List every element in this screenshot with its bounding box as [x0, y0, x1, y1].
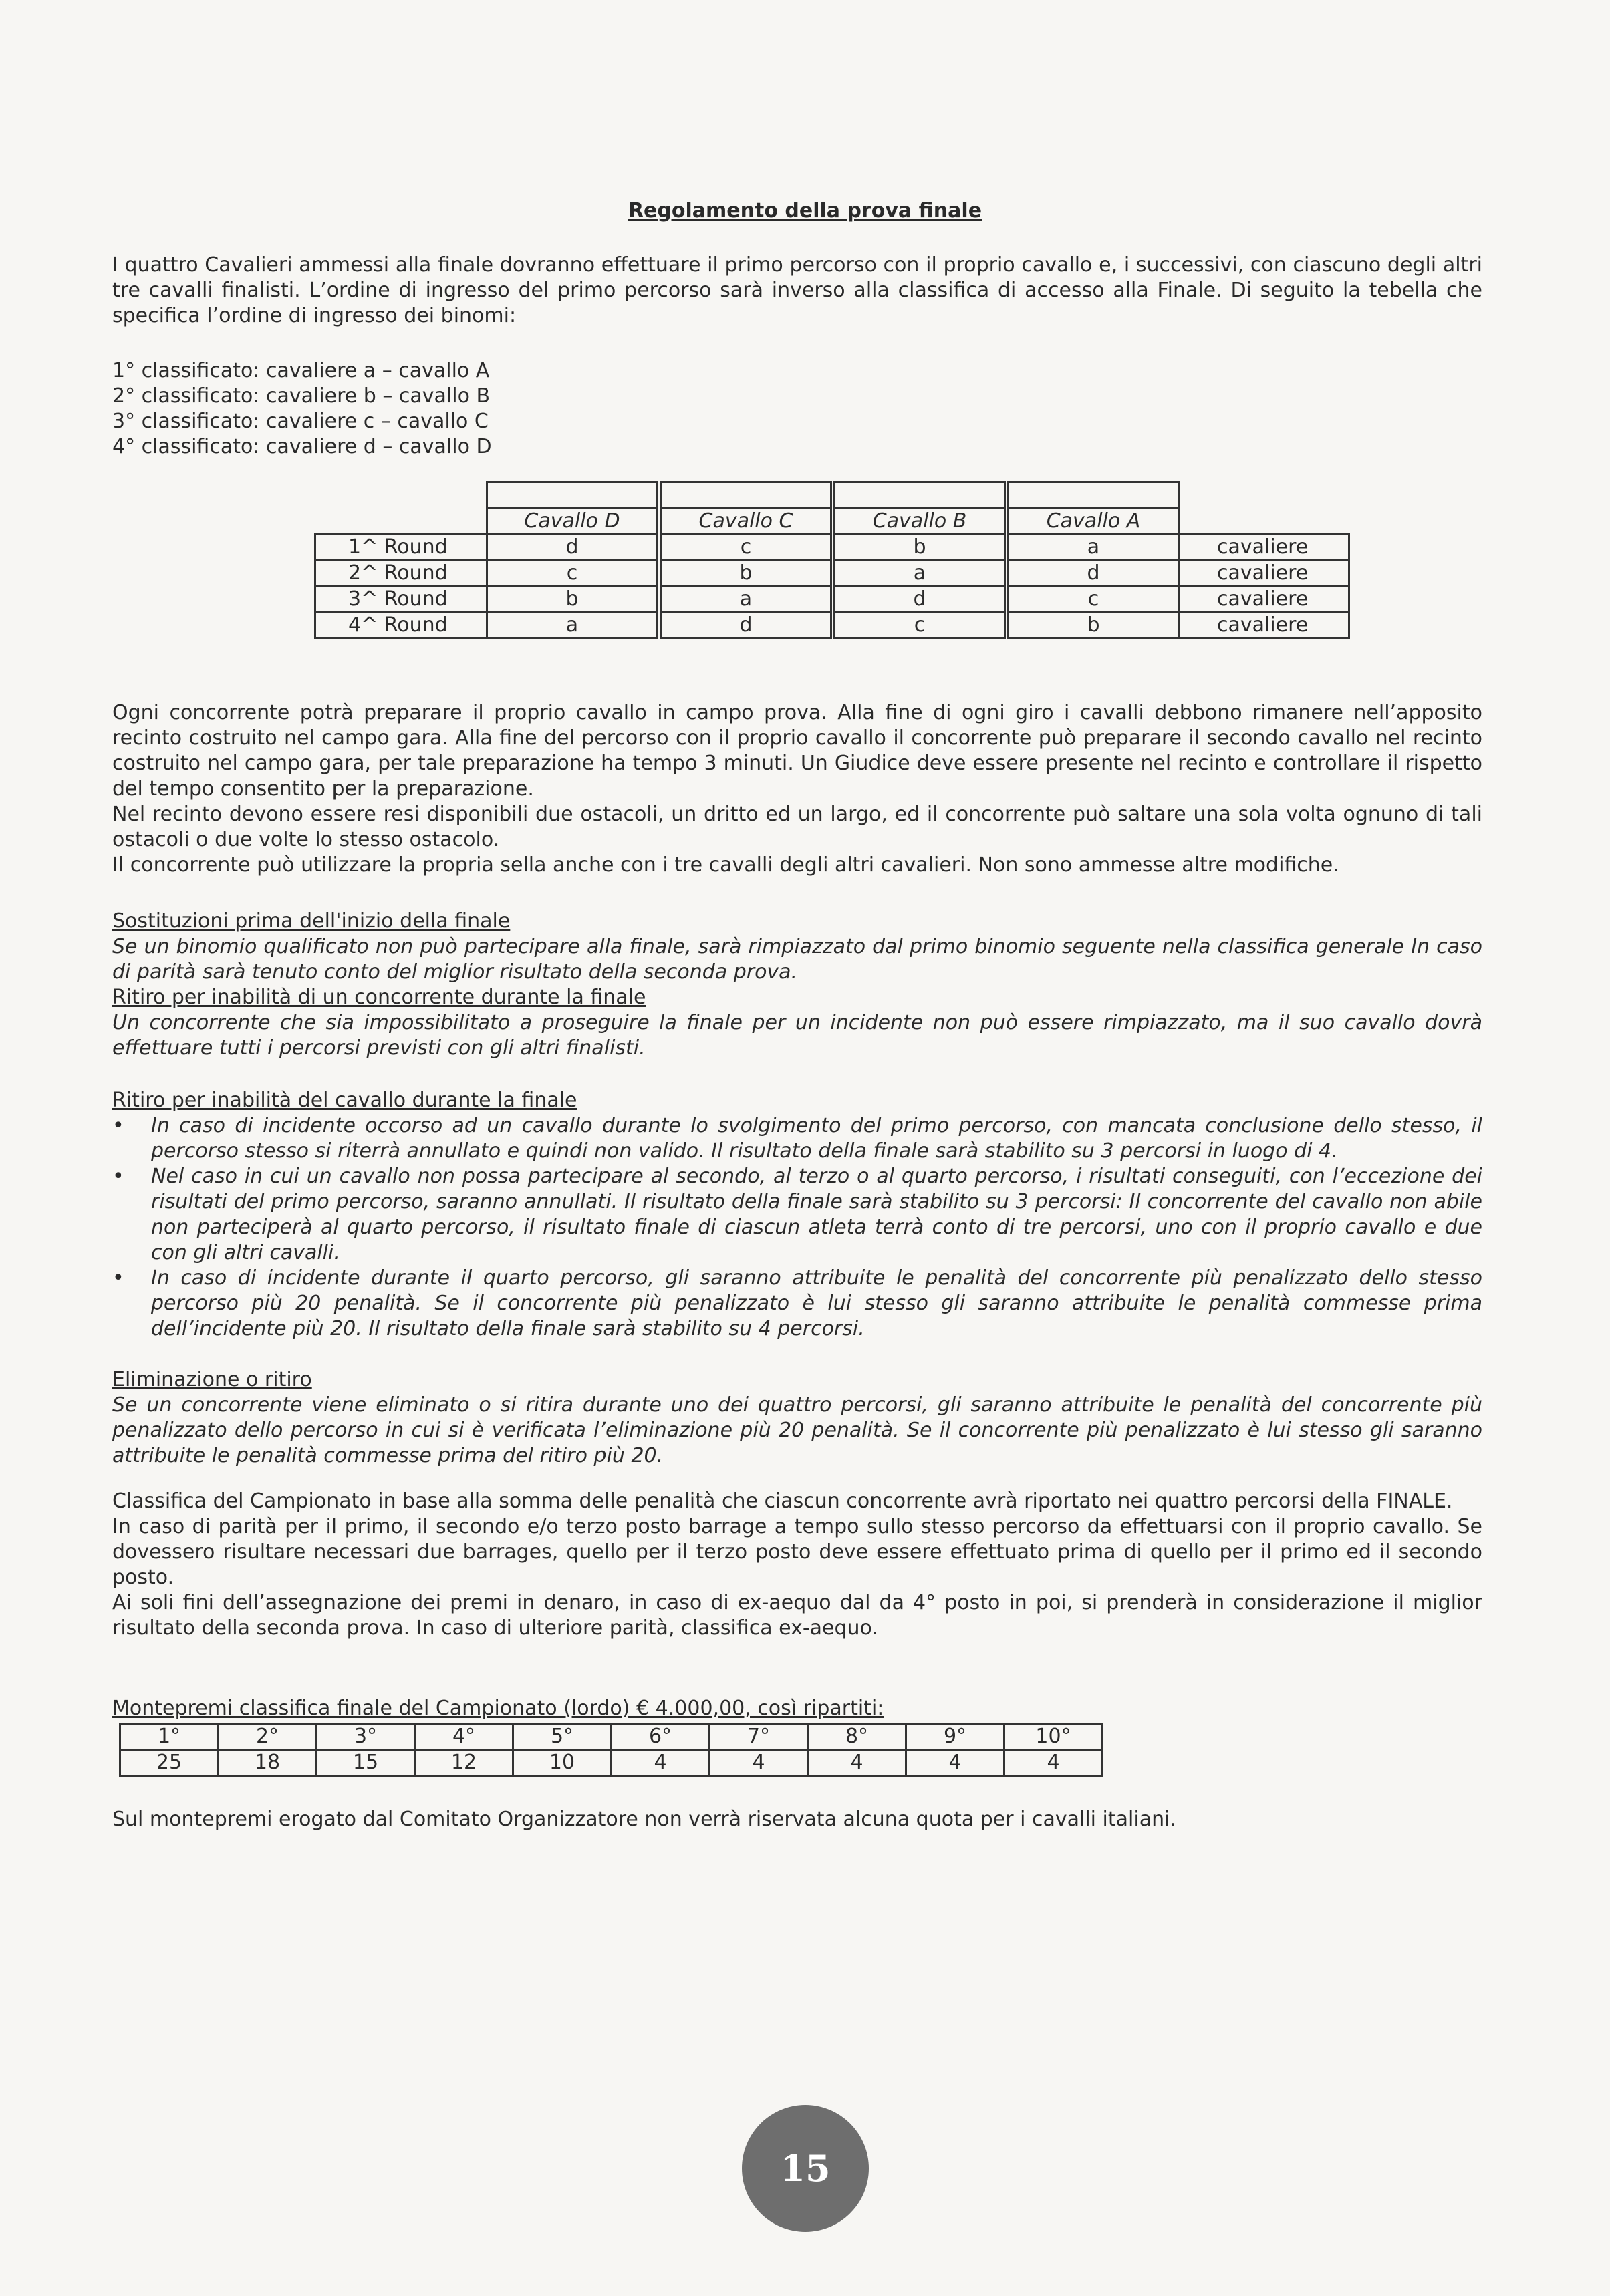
round-cell: a [487, 613, 660, 639]
round-cell: c [1007, 587, 1179, 613]
list-item [112, 1164, 1482, 1266]
table-row [315, 613, 1349, 639]
round-cell: c [833, 613, 1007, 639]
round-cell: d [487, 535, 660, 561]
ritiro-cavallo-item-1: In caso di incidente occorso ad un cavallo durante lo svolgimento del primo percorso, con mancata conclusione dello stesso, il percorso stesso si riterrà annullato e quindi non valido. Il risultato della finale sarà stabilito su 3 percorsi in luogo di 4. [151, 1114, 1482, 1163]
ranking-1: 1° classificato: cavaliere a – cavallo A [112, 359, 490, 382]
prize-place: 7° [710, 1724, 808, 1750]
header-cavallo-c: Cavallo C [659, 509, 833, 535]
classifica-text-1: Classifica del Campionato in base alla somma delle penalità che ciascun concorrente avrà riportato nei quattro percorsi della FINALE. [112, 1489, 1453, 1513]
prize-place: 2° [219, 1724, 317, 1750]
round-cell: a [1007, 535, 1179, 561]
prize-place: 9° [906, 1724, 1004, 1750]
rounds-top-row [315, 482, 1349, 509]
header-cavallo-b: Cavallo B [833, 509, 1007, 535]
sostituzioni-text: Se un binomio qualificato non può partecipare alla finale, sarà rimpiazzato dal primo binomio seguente nella classifica generale In caso di parità sarà tenuto conto del miglior risultato della seconda prova. [112, 935, 1482, 984]
prize-value: 12 [415, 1750, 513, 1776]
cavaliere-cell: cavaliere [1179, 613, 1349, 639]
round-label: 3^ Round [315, 587, 487, 613]
prize-value: 4 [612, 1750, 710, 1776]
round-cell: a [833, 561, 1007, 587]
cavaliere-cell: cavaliere [1179, 587, 1349, 613]
round-label: 2^ Round [315, 561, 487, 587]
prize-places-row [120, 1724, 1103, 1750]
list-item [112, 1266, 1482, 1342]
prize-place: 4° [415, 1724, 513, 1750]
round-cell: d [833, 587, 1007, 613]
bullet-icon: • [112, 1114, 124, 1137]
list-item [112, 1113, 1482, 1164]
ritiro-cavallo-heading: Ritiro per inabilità del cavallo durante la finale [112, 1089, 577, 1112]
round-cell: b [833, 535, 1007, 561]
rankings-list [112, 358, 1482, 460]
page-number-badge: 15 [742, 2105, 869, 2232]
prize-value: 10 [513, 1750, 612, 1776]
prize-value: 4 [808, 1750, 906, 1776]
round-label: 1^ Round [315, 535, 487, 561]
eliminazione-text: Se un concorrente viene eliminato o si ritira durante uno dei quattro percorsi, gli saranno attribuite le penalità del concorrente più penalizzato dello percorso in cui si è verificata l’eliminazione più 20 penalità. Se il concorrente più penalizzato è lui stesso gli saranno attribuite le penalità commesse prima del ritiro più 20. [112, 1393, 1482, 1467]
round-cell: b [659, 561, 833, 587]
sostituzioni-section [112, 909, 1482, 1061]
prize-value: 4 [906, 1750, 1004, 1776]
prize-place: 1° [120, 1724, 219, 1750]
prize-place: 6° [612, 1724, 710, 1750]
bullet-icon: • [112, 1266, 124, 1290]
prize-place: 10° [1004, 1724, 1103, 1750]
prize-value: 4 [710, 1750, 808, 1776]
prize-value: 25 [120, 1750, 219, 1776]
cavaliere-cell: cavaliere [1179, 535, 1349, 561]
ritiro-cavallo-item-3: In caso di incidente durante il quarto percorso, gli saranno attribuite le penalità del concorrente più penalizzato dello stesso percorso più 20 penalità. Se il concorrente più penalizzato è lui stesso gli saranno attribuite le penalità commesse prima dell’incidente più 20. Il risultato della finale sarà stabilito su 4 percorsi. [151, 1266, 1482, 1340]
ranking-4: 4° classificato: cavaliere d – cavallo D [112, 435, 492, 458]
rounds-table [314, 481, 1350, 639]
ritiro-cavallo-item-2: Nel caso in cui un cavallo non possa partecipare al secondo, al terzo o al quarto percorso, i risultati conseguiti, con l’eccezione dei risultati del primo percorso, saranno annullati. Il risultato della finale sarà stabilito su 3 percorsi: Il concorrente del cavallo non abile non parteciperà al quarto percorso, il risultato finale di ciascun atleta terrà conto di tre percorsi, uno con il proprio cavallo e due con gli altri cavalli. [151, 1165, 1482, 1264]
prep-text-3: Il concorrente può utilizzare la propria sella anche con i tre cavalli degli altri cavalieri. Non sono ammesse altre modifiche. [112, 853, 1339, 877]
montepremi-heading-wrap [112, 1696, 1482, 1721]
prize-value: 4 [1004, 1750, 1103, 1776]
header-cavallo-a: Cavallo A [1007, 509, 1179, 535]
classifica-text-3: Ai soli fini dell’assegnazione dei premi in denaro, in caso di ex-aequo dal da 4° posto in poi, si prenderà in considerazione il miglior risultato della seconda prova. In caso di ulteriore parità, classifica ex-aequo. [112, 1591, 1482, 1640]
cavaliere-cell: cavaliere [1179, 561, 1349, 587]
round-cell: b [1007, 613, 1179, 639]
preparation-section [112, 700, 1482, 878]
round-cell: d [1007, 561, 1179, 587]
prize-value: 18 [219, 1750, 317, 1776]
intro-paragraph [112, 253, 1482, 329]
montepremi-heading: Montepremi classifica finale del Campionato (lordo) € 4.000,00, così ripartiti: [112, 1697, 884, 1720]
footer-note-wrap [112, 1807, 1482, 1832]
sostituzioni-heading: Sostituzioni prima dell'inizio della finale [112, 909, 511, 933]
round-cell: c [487, 561, 660, 587]
round-cell: c [659, 535, 833, 561]
prize-table [119, 1723, 1103, 1777]
eliminazione-section [112, 1367, 1482, 1469]
ranking-3: 3° classificato: cavaliere c – cavallo C [112, 410, 489, 433]
classifica-section [112, 1489, 1482, 1641]
prize-place: 8° [808, 1724, 906, 1750]
round-cell: a [659, 587, 833, 613]
prize-place: 3° [317, 1724, 415, 1750]
prep-text-2: Nel recinto devono essere resi disponibili due ostacoli, un dritto ed un largo, ed il concorrente può saltare una sola volta ognuno di tali ostacoli o due volte lo stesso ostacolo. [112, 803, 1482, 851]
footer-note: Sul montepremi erogato dal Comitato Organizzatore non verrà riservata alcuna quota per i cavalli italiani. [112, 1808, 1176, 1831]
prize-place: 5° [513, 1724, 612, 1750]
table-row [315, 587, 1349, 613]
ritiro-cavallo-section [112, 1088, 1482, 1342]
table-row [315, 535, 1349, 561]
bullet-icon: • [112, 1165, 124, 1188]
rounds-header-row [315, 509, 1349, 535]
ritiro-concorrente-heading: Ritiro per inabilità di un concorrente durante la finale [112, 986, 646, 1009]
page-title: Regolamento della prova finale [628, 199, 982, 223]
ranking-2: 2° classificato: cavaliere b – cavallo B [112, 384, 491, 408]
eliminazione-heading: Eliminazione o ritiro [112, 1368, 312, 1391]
round-label: 4^ Round [315, 613, 487, 639]
table-row [315, 561, 1349, 587]
round-cell: b [487, 587, 660, 613]
prize-values-row [120, 1750, 1103, 1776]
ritiro-concorrente-text: Un concorrente che sia impossibilitato a proseguire la finale per un incidente non può essere rimpiazzato, ma il suo cavallo dovrà effettuare tutti i percorsi previsti con gli altri finalisti. [112, 1011, 1482, 1060]
classifica-text-2: In caso di parità per il primo, il secondo e/o terzo posto barrage a tempo sullo stesso percorso da effettuarsi con il proprio cavallo. Se dovessero risultare necessari due barrages, quello per il terzo posto deve essere effettuato prima di quello per il primo ed il secondo posto. [112, 1515, 1482, 1589]
intro-text: I quattro Cavalieri ammessi alla finale dovranno effettuare il primo percorso con il proprio cavallo e, i successivi, con ciascuno degli altri tre cavalli finalisti. L’ordine di ingresso del primo percorso sarà inverso alla classifica di accesso alla Finale. Di seguito la tebella che specifica l’ordine di ingresso dei binomi: [112, 253, 1482, 327]
prep-text-1: Ogni concorrente potrà preparare il proprio cavallo in campo prova. Alla fine di ogni giro i cavalli debbono rimanere nell’apposito recinto costruito nel campo gara. Alla fine del percorso con il proprio cavallo il concorrente può preparare il secondo cavallo nel recinto costruito nel campo gara, per tale preparazione ha tempo 3 minuti. Un Giudice deve essere presente nel recinto e controllare il rispetto del tempo consentito per la preparazione. [112, 701, 1482, 801]
header-cavallo-d: Cavallo D [487, 509, 660, 535]
prize-value: 15 [317, 1750, 415, 1776]
round-cell: d [659, 613, 833, 639]
